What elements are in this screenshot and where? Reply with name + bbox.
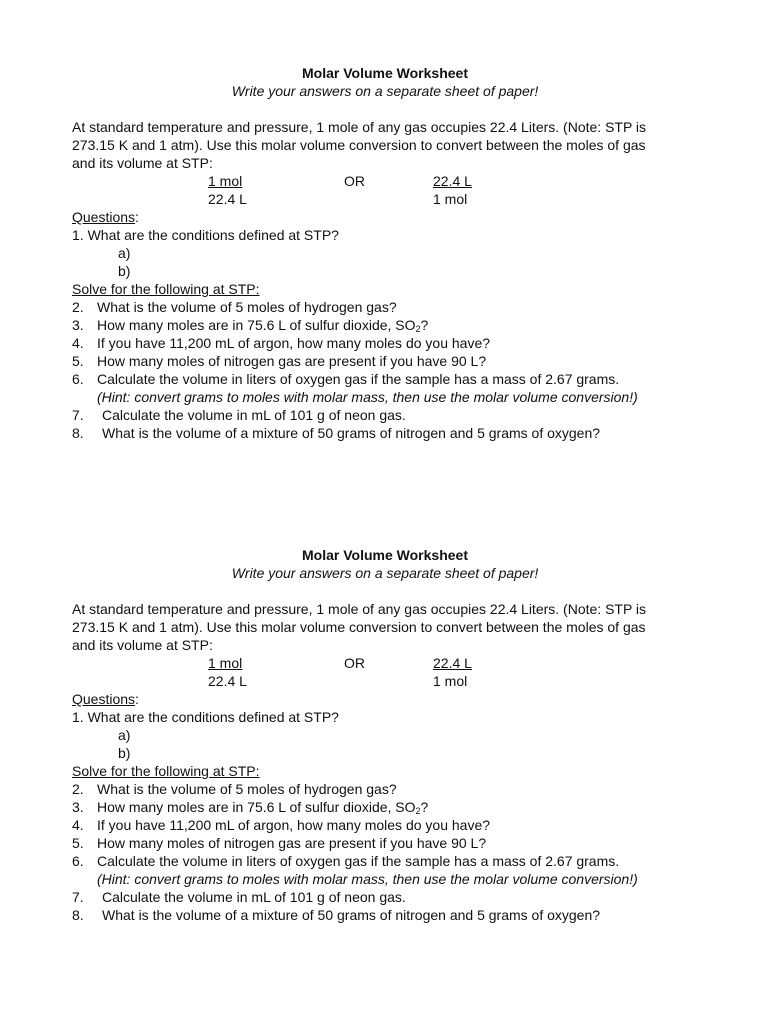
conversion-left-numerator: 1 mol [208, 173, 243, 189]
question-3-number: 3. [72, 317, 84, 333]
questions-heading [72, 690, 139, 708]
question-1 [72, 708, 339, 726]
intro-line-3: and its volume at STP: [72, 155, 213, 171]
intro-line-1: At standard temperature and pressure, 1 mole of any gas occupies 22.4 Liters. (Note: STP is [72, 119, 647, 135]
question-3-text: How many moles are in 75.6 L of sulfur dioxide, SO [97, 317, 416, 333]
question-4 [72, 334, 490, 352]
question-4-text: If you have 11,200 mL of argon, how many moles do you have? [97, 817, 491, 833]
question-3-text: How many moles are in 75.6 L of sulfur dioxide, SO [97, 799, 416, 815]
question-1-part-a: a) [118, 727, 131, 743]
question-1-part-b: b) [118, 263, 131, 279]
question-2-number: 2. [72, 299, 84, 315]
question-4-text: If you have 11,200 mL of argon, how many moles do you have? [97, 335, 491, 351]
worksheet-subtitle: Write your answers on a separate sheet of paper! [231, 83, 539, 99]
question-8-number: 8. [72, 907, 84, 923]
intro-line-2: 273.15 K and 1 atm). Use this molar volume conversion to convert between the moles of gas [72, 619, 646, 635]
worksheet-title: Molar Volume Worksheet [302, 65, 468, 81]
question-1-text: What are the conditions defined at STP? [87, 709, 339, 725]
questions-heading-text: Questions [72, 209, 136, 225]
question-5 [72, 352, 486, 370]
question-1-number: 1. [72, 709, 84, 725]
question-2 [72, 780, 397, 798]
worksheet-title: Molar Volume Worksheet [302, 547, 468, 563]
question-6-hint: (Hint: convert grams to moles with molar mass, then use the molar volume conversion!) [97, 389, 638, 405]
question-1-part-a: a) [118, 245, 131, 261]
question-5-text: How many moles of nitrogen gas are present if you have 90 L? [97, 835, 487, 851]
conversion-left-denominator: 22.4 L [208, 673, 247, 689]
question-6-number: 6. [72, 371, 84, 387]
question-8-text: What is the volume of a mixture of 50 grams of nitrogen and 5 grams of oxygen? [102, 425, 601, 441]
question-7-text: Calculate the volume in mL of 101 g of neon gas. [102, 407, 406, 423]
question-6-number: 6. [72, 853, 84, 869]
question-2-number: 2. [72, 781, 84, 797]
question-4-number: 4. [72, 817, 84, 833]
intro-line-2: 273.15 K and 1 atm). Use this molar volume conversion to convert between the moles of gas [72, 137, 646, 153]
conversion-left-denominator: 22.4 L [208, 191, 247, 207]
questions-heading-colon: : [135, 209, 139, 225]
question-3 [72, 316, 428, 334]
question-7-number: 7. [72, 407, 84, 423]
question-7-text: Calculate the volume in mL of 101 g of neon gas. [102, 889, 406, 905]
question-6-hint: (Hint: convert grams to moles with molar mass, then use the molar volume conversion!) [97, 871, 638, 887]
question-7-number: 7. [72, 889, 84, 905]
question-5-number: 5. [72, 353, 84, 369]
solve-heading: Solve for the following at STP: [72, 763, 260, 779]
question-3-text-end: ? [420, 317, 429, 333]
worksheet-subtitle: Write your answers on a separate sheet of paper! [231, 565, 539, 581]
question-1 [72, 226, 339, 244]
question-3-subscript: 2 [415, 324, 421, 334]
question-7 [72, 406, 406, 424]
question-1-part-b: b) [118, 745, 131, 761]
intro-line-3: and its volume at STP: [72, 637, 213, 653]
questions-heading-text: Questions [72, 691, 136, 707]
question-2-text: What is the volume of 5 moles of hydrogen gas? [97, 299, 397, 315]
question-3-subscript: 2 [415, 806, 421, 816]
question-8 [72, 906, 600, 924]
question-3-text-end: ? [420, 799, 429, 815]
conversion-or-label: OR [344, 655, 365, 671]
question-5 [72, 834, 486, 852]
intro-line-1: At standard temperature and pressure, 1 mole of any gas occupies 22.4 Liters. (Note: STP is [72, 601, 647, 617]
conversion-right-denominator: 1 mol [433, 191, 468, 207]
question-2-text: What is the volume of 5 moles of hydrogen gas? [97, 781, 397, 797]
questions-heading-colon: : [135, 691, 139, 707]
question-6-text: Calculate the volume in liters of oxygen gas if the sample has a mass of 2.67 grams. [97, 371, 620, 387]
question-5-number: 5. [72, 835, 84, 851]
question-3-number: 3. [72, 799, 84, 815]
question-2 [72, 298, 397, 316]
question-8-number: 8. [72, 425, 84, 441]
solve-heading: Solve for the following at STP: [72, 281, 260, 297]
conversion-or-label: OR [344, 173, 365, 189]
question-8-text: What is the volume of a mixture of 50 grams of nitrogen and 5 grams of oxygen? [102, 907, 601, 923]
conversion-right-numerator: 22.4 L [433, 655, 472, 671]
question-1-number: 1. [72, 227, 84, 243]
question-3 [72, 798, 428, 816]
question-1-text: What are the conditions defined at STP? [87, 227, 339, 243]
question-7 [72, 888, 406, 906]
question-4-number: 4. [72, 335, 84, 351]
question-6-text: Calculate the volume in liters of oxygen gas if the sample has a mass of 2.67 grams. [97, 853, 620, 869]
question-6 [72, 370, 619, 388]
questions-heading [72, 208, 139, 226]
conversion-right-numerator: 22.4 L [433, 173, 472, 189]
conversion-left-numerator: 1 mol [208, 655, 243, 671]
question-8 [72, 424, 600, 442]
question-5-text: How many moles of nitrogen gas are present if you have 90 L? [97, 353, 487, 369]
question-6 [72, 852, 619, 870]
conversion-right-denominator: 1 mol [433, 673, 468, 689]
question-4 [72, 816, 490, 834]
